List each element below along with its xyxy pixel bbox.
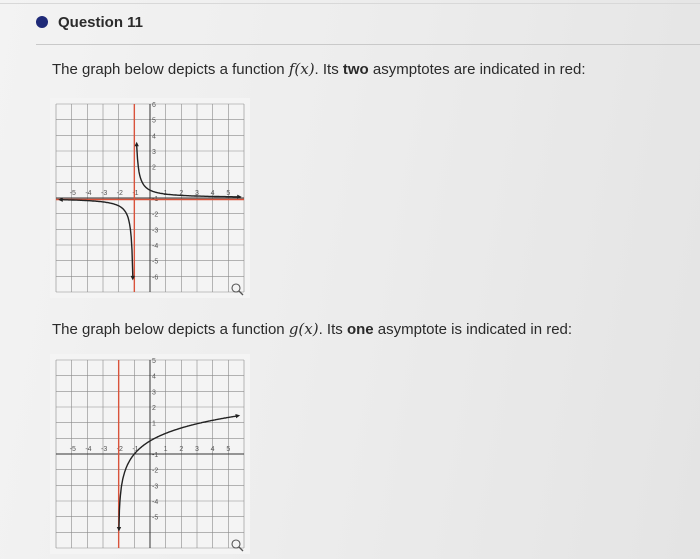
graph-g bbox=[50, 354, 250, 554]
y-tick-label: 1 bbox=[152, 420, 156, 428]
prompt-f-text-1: The graph below depicts a function bbox=[52, 61, 289, 78]
y-tick-label: -5 bbox=[152, 258, 159, 266]
y-tick-label: 3 bbox=[152, 149, 156, 156]
y-tick-label: 4 bbox=[152, 373, 156, 381]
x-tick-label: -2 bbox=[116, 190, 123, 197]
y-tick-label: 5 bbox=[152, 358, 156, 365]
x-tick-label: 5 bbox=[226, 190, 231, 197]
y-tick-label: -4 bbox=[152, 243, 159, 250]
prompt-g-bold: one bbox=[346, 321, 374, 338]
question-title: Question 11 bbox=[58, 13, 144, 31]
x-tick-label: 4 bbox=[210, 446, 215, 453]
y-tick-label: -1 bbox=[152, 452, 159, 459]
x-tick-label: -5 bbox=[69, 190, 76, 197]
y-tick-label: -4 bbox=[152, 499, 159, 506]
question-header bbox=[36, 10, 143, 34]
prompt-g-text-3: asymptote is indicated in red: bbox=[373, 321, 573, 338]
x-tick-label: 4 bbox=[210, 190, 215, 197]
y-tick-label: -3 bbox=[152, 483, 159, 491]
x-tick-label: -1 bbox=[132, 446, 139, 453]
y-tick-label: -3 bbox=[152, 227, 159, 235]
x-tick-label: 1 bbox=[163, 190, 168, 197]
prompt-f-text-2: . Its bbox=[314, 61, 343, 78]
y-tick-label: -2 bbox=[152, 211, 159, 219]
y-tick-label: -2 bbox=[152, 467, 159, 475]
y-tick-label: -5 bbox=[152, 514, 159, 522]
y-tick-label: 2 bbox=[152, 164, 156, 172]
x-tick-label: 3 bbox=[195, 446, 199, 453]
top-border bbox=[0, 3, 700, 4]
x-tick-label: 5 bbox=[226, 446, 231, 453]
header-divider bbox=[36, 44, 700, 45]
prompt-g-function: g(x) bbox=[288, 320, 319, 338]
prompt-g-text-2: . Its bbox=[318, 321, 347, 338]
prompt-g bbox=[52, 320, 572, 338]
x-tick-label: -2 bbox=[116, 446, 123, 453]
x-tick-label: 1 bbox=[163, 446, 168, 453]
prompt-g-text-1: The graph below depicts a function bbox=[52, 321, 289, 338]
x-tick-label: -4 bbox=[85, 446, 92, 453]
question-status-dot bbox=[36, 16, 48, 28]
x-tick-label: -3 bbox=[101, 446, 108, 453]
x-tick-label: 2 bbox=[179, 446, 184, 453]
y-tick-label: 3 bbox=[152, 389, 156, 397]
prompt-f bbox=[52, 60, 586, 78]
x-tick-label: -4 bbox=[85, 190, 92, 197]
y-tick-label: 4 bbox=[152, 133, 156, 141]
graph-f bbox=[50, 98, 250, 298]
prompt-f-text-3: asymptotes are indicated in red: bbox=[368, 61, 586, 78]
prompt-f-bold: two bbox=[342, 61, 369, 78]
x-tick-label: 2 bbox=[179, 190, 184, 197]
y-tick-label: -1 bbox=[152, 196, 159, 203]
prompt-f-function: f(x) bbox=[288, 60, 315, 78]
y-tick-label: 6 bbox=[152, 102, 156, 109]
y-tick-label: 5 bbox=[152, 117, 156, 125]
x-tick-label: -1 bbox=[132, 190, 139, 197]
x-tick-label: -5 bbox=[69, 446, 76, 453]
y-tick-label: -6 bbox=[152, 274, 159, 282]
x-tick-label: 3 bbox=[195, 190, 199, 197]
x-tick-label: -3 bbox=[101, 190, 108, 197]
y-tick-label: 2 bbox=[152, 405, 156, 412]
